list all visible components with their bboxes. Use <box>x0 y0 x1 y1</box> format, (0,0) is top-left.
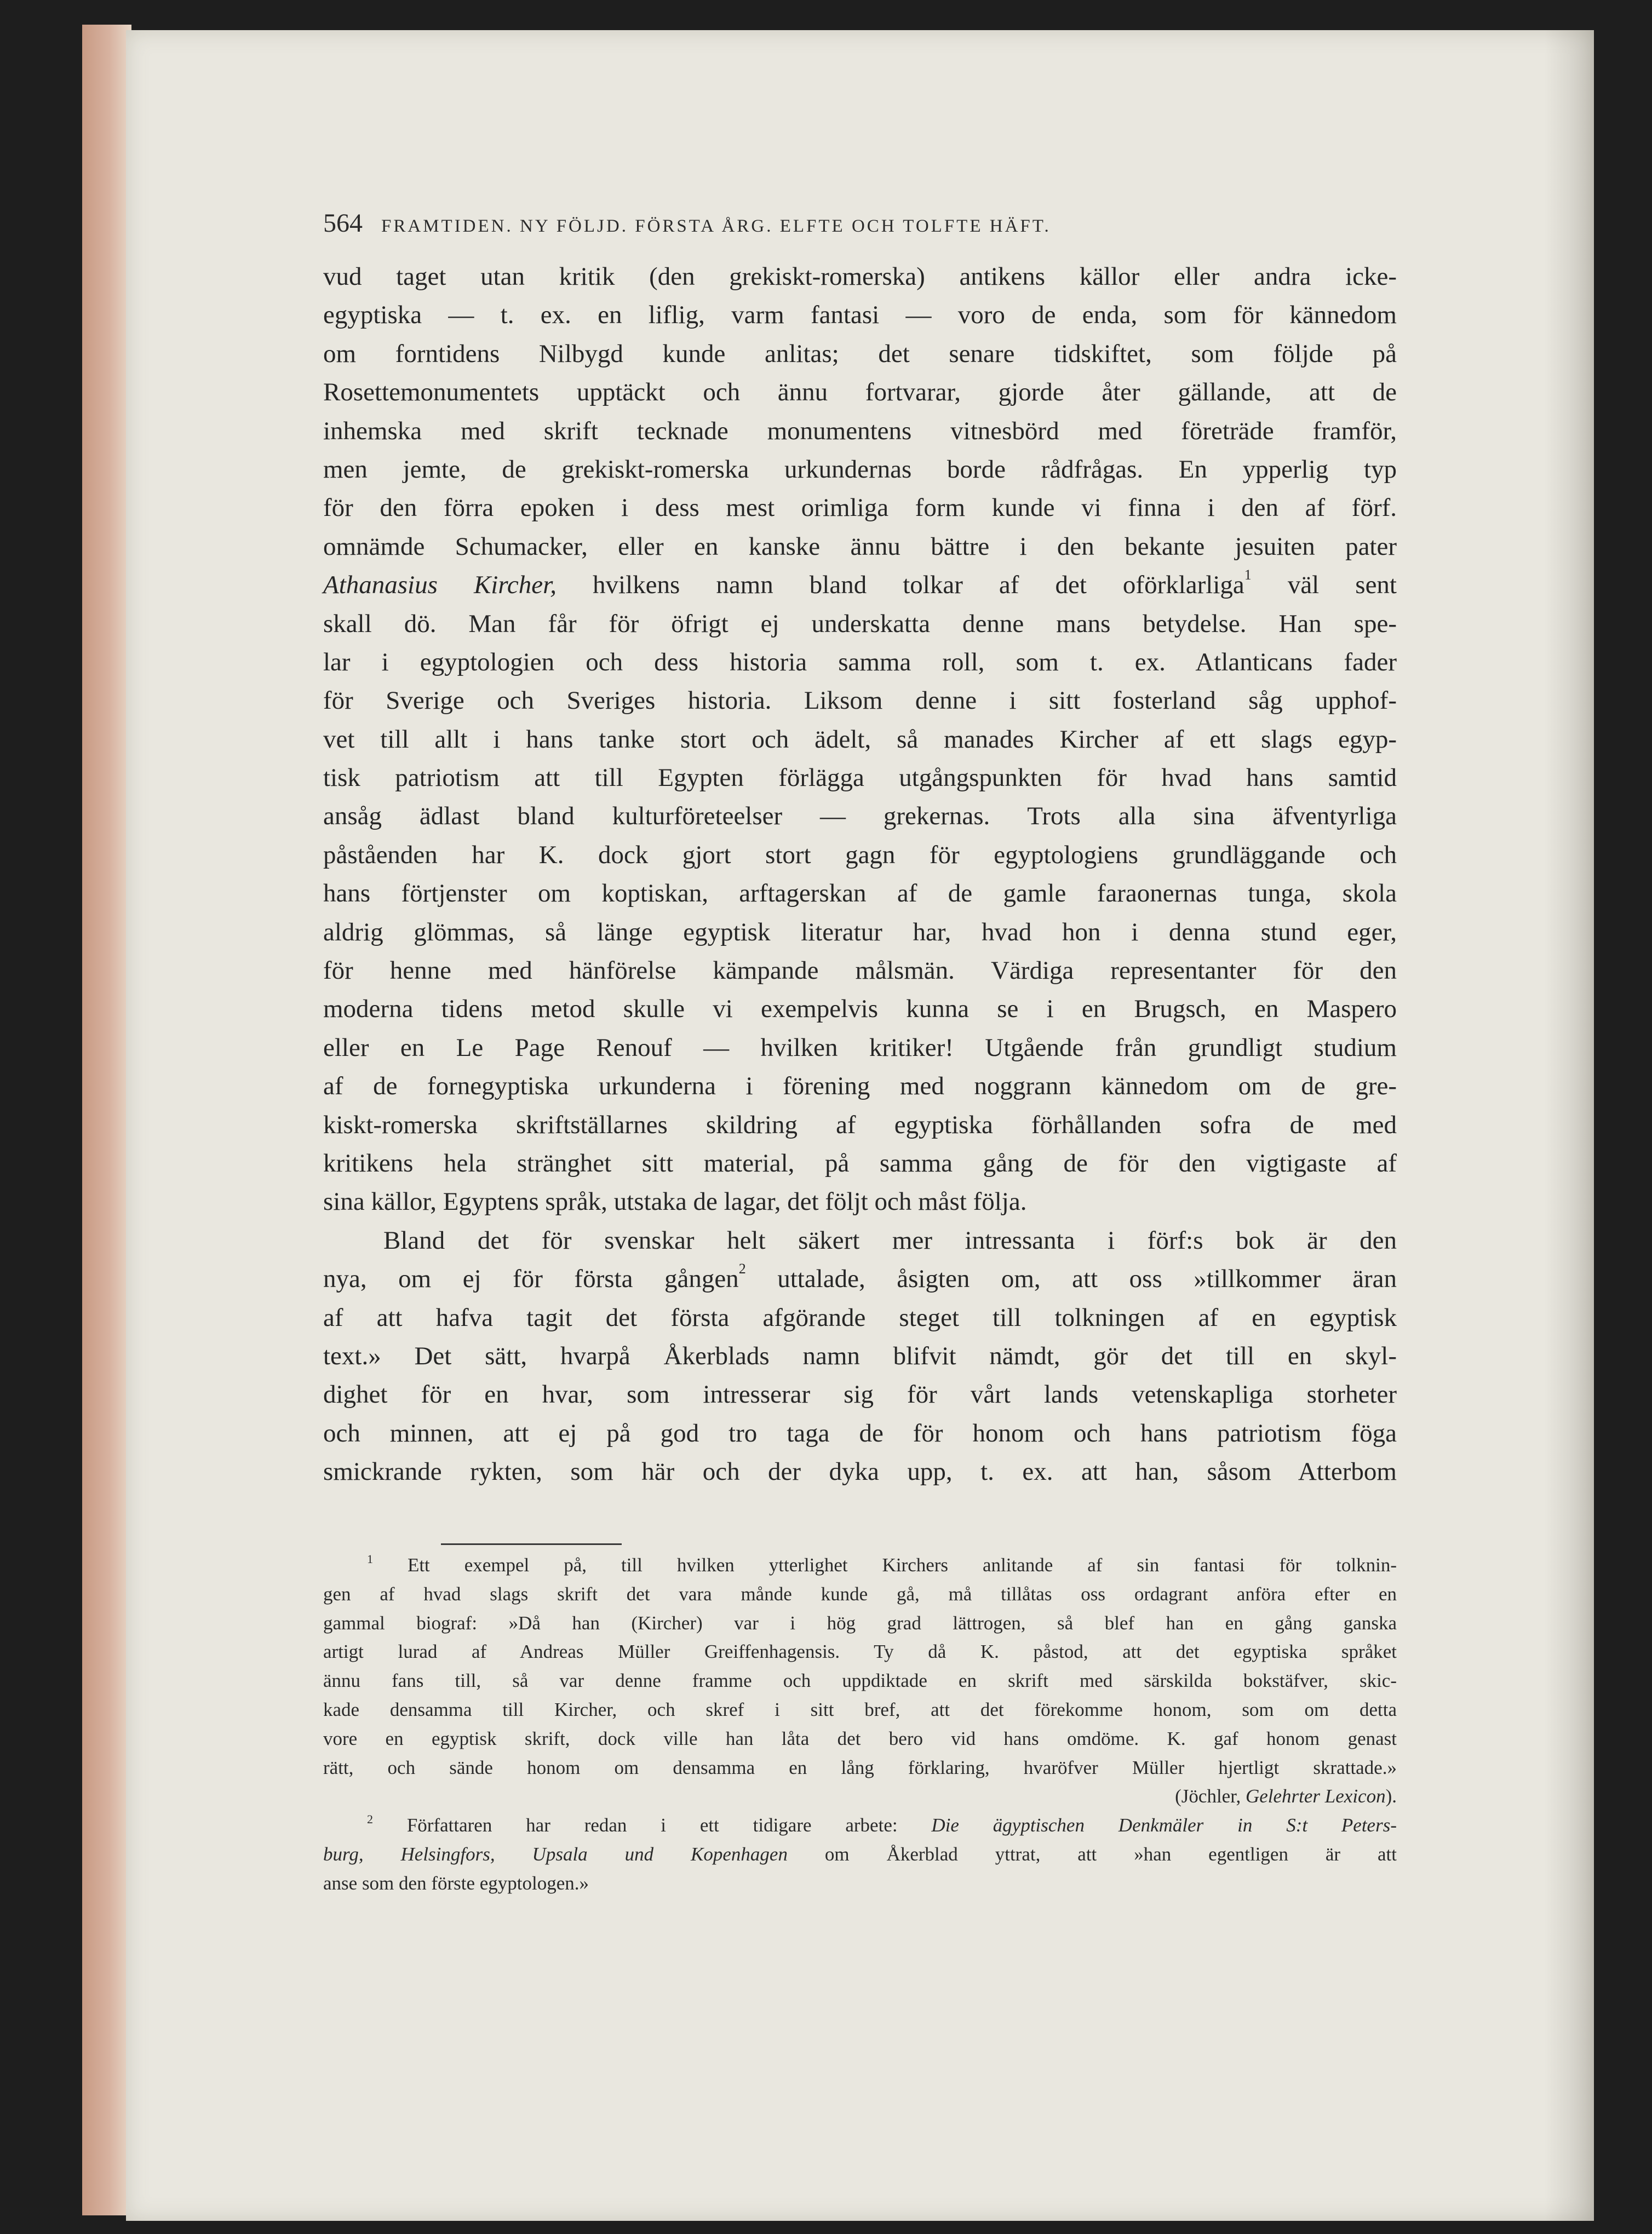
footnote-line: kade densamma till Kircher, och skref i sitt bref, att det förekomme honom, som om detta <box>323 1698 1397 1720</box>
text-fragment: Ett exempel på, till hvilken ytterlighet Kirchers anlitande af sin fantasi för tolknin- <box>407 1554 1397 1576</box>
text-line: omnämde Schumacker, eller en kanske ännu bättre i den bekante jesuiten pater <box>323 532 1397 561</box>
text-fragment: (Jöchler, <box>1175 1785 1246 1807</box>
text-line: egyptiska — t. ex. en liflig, varm fantasi — voro de enda, som för kännedom <box>323 301 1397 330</box>
text-line: för Sverige och Sveriges historia. Liksom denne i sitt fosterland såg upphof- <box>323 686 1397 715</box>
text-line: smickrande rykten, som här och der dyka upp, t. ex. att han, såsom Atterbom <box>323 1457 1397 1486</box>
text-line: vet till allt i hans tanke stort och ädelt, så manades Kircher af ett slags egyp- <box>323 725 1397 754</box>
footnote-source <box>323 1782 1397 1811</box>
text-fragment: ). <box>1385 1785 1397 1807</box>
page-header <box>323 208 1397 246</box>
footnote-mark: 1 <box>367 1552 373 1566</box>
text-line: lar i egyptologien och dess historia samma roll, som t. ex. Atlanticans fader <box>323 647 1397 676</box>
page-fold-shadow <box>1545 30 1594 2221</box>
text-line: kiskt-romerska skriftställarnes skildring af egyptiska förhållanden sofra de med <box>323 1110 1397 1139</box>
text-line: kritikens hela stränghet sitt material, på samma gång de för den vigtigaste af <box>323 1148 1397 1178</box>
text-line: moderna tidens metod skulle vi exempelvis kunna se i en Brugsch, en Maspero <box>323 995 1397 1024</box>
page-number: 564 <box>323 209 363 238</box>
text-line: och minnen, att ej på god tro taga de för honom och hans patriotism föga <box>323 1418 1397 1448</box>
text-line: för den förra epoken i dess mest orimliga form kunde vi finna i den af förf. <box>323 493 1397 522</box>
text-fragment: om Åkerblad yttrat, att »han egentligen är att <box>787 1843 1397 1865</box>
text-fragment: hvilkens namn bland tolkar af det oförklarliga <box>556 571 1244 600</box>
footnote-line: gen af hvad slags skrift det vara månde kunde gå, må tillåtas oss ordagrant anföra efter en <box>323 1583 1397 1605</box>
paragraph-start: Bland det för svenskar helt säkert mer intressanta i förf:s bok är den <box>383 1226 1397 1255</box>
footnote-line <box>323 1551 1397 1580</box>
text-line: eller en Le Page Renouf — hvilken kritiker! Utgående från grundligt studium <box>323 1033 1397 1062</box>
text-line: sina källor, Egyptens språk, utstaka de lagar, det följt och måst följa. <box>323 1187 1027 1216</box>
text-line <box>323 566 1397 604</box>
footnote-line: artigt lurad af Andreas Müller Greiffenhagensis. Ty då K. påstod, att det egyptiska språket <box>323 1641 1397 1663</box>
running-title: FRAMTIDEN. NY FÖLJD. FÖRSTA ÅRG. ELFTE OCH TOLFTE HÄFT. <box>381 216 1051 236</box>
italic-title: burg, Helsingfors, Upsala und Kopenhagen <box>323 1843 788 1865</box>
text-line: text.» Det sätt, hvarpå Åkerblads namn blifvit nämdt, gör det till en skyl- <box>323 1341 1397 1370</box>
text-line: skall dö. Man får för öfrigt ej underskatta denne mans betydelse. Han spe- <box>323 609 1397 638</box>
text-fragment: Författaren har redan i ett tidigare arbete: <box>406 1814 932 1836</box>
text-line: inhemska med skrift tecknade monumentens vitnesbörd med företräde framför, <box>323 416 1397 445</box>
text-line: Rosettemonumentets upptäckt och ännu fortvarar, gjorde åter gällande, att de <box>323 378 1397 407</box>
italic-title: Die ägyptischen Denkmäler in S:t Peters- <box>931 1814 1397 1836</box>
text-line: af att hafva tagit det första afgörande steget till tolkningen af en egyptisk <box>323 1303 1397 1332</box>
footnote-line: vore en egyptisk skrift, dock ville han låta det bero vid hans omdöme. K. gaf honom genast <box>323 1727 1397 1749</box>
footnote-line: rätt, och sände honom om densamma en lång förklaring, hvaröfver Müller hjertligt skrattade.» <box>323 1756 1397 1778</box>
footnote-line: anse som den förste egyptologen.» <box>323 1872 589 1894</box>
text-line: dighet för en hvar, som intresserar sig för vårt lands vetenskapliga storheter <box>323 1380 1397 1409</box>
text-line: för henne med hänförelse kämpande målsmän. Värdiga representanter för den <box>323 956 1397 985</box>
text-line <box>323 1260 1397 1298</box>
text-line: hans förtjenster om koptiskan, arftagerskan af de gamle faraonernas tunga, skola <box>323 879 1397 908</box>
text-line: påståenden har K. dock gjort stort gagn för egyptologiens grundläggande och <box>323 840 1397 869</box>
footnote-mark: 2 <box>367 1812 373 1827</box>
footnote-line <box>323 1840 1397 1869</box>
text-line: ansåg ädlast bland kulturföreteelser — grekernas. Trots alla sina äfventyrliga <box>323 802 1397 831</box>
footnote-line: ännu fans till, så var denne framme och uppdiktade en skrift med särskilda bokstäfver, skic- <box>323 1670 1397 1692</box>
footnote-line <box>323 1811 1397 1840</box>
footnote-line: gammal biograf: »Då han (Kircher) var i hög grad lättrogen, så blef han en gång ganska <box>323 1612 1397 1634</box>
text-fragment: väl sent <box>1251 571 1397 600</box>
text-line: aldrig glömmas, så länge egyptisk literatur har, hvad hon i denna stund eger, <box>323 917 1397 946</box>
text-fragment: uttalade, åsigten om, att oss »tillkommer äran <box>745 1265 1397 1294</box>
text-line: men jemte, de grekiskt-romerska urkundernas borde rådfrågas. En ypperlig typ <box>323 455 1397 484</box>
footnotes <box>323 1551 1397 1898</box>
main-text <box>323 257 1397 1491</box>
footnote-ref: 2 <box>738 1261 746 1277</box>
italic-name: Athanasius Kircher, <box>323 571 557 600</box>
text-line: vud taget utan kritik (den grekiskt-romerska) antikens källor eller andra icke- <box>323 262 1397 291</box>
previous-page-edge <box>82 25 131 2215</box>
text-fragment: nya, om ej för första gången <box>323 1265 739 1294</box>
text-line: af de fornegyptiska urkunderna i förening med noggrann kännedom om de gre- <box>323 1072 1397 1101</box>
text-line: tisk patriotism att till Egypten förlägga utgångspunkten för hvad hans samtid <box>323 763 1397 792</box>
footnote-ref: 1 <box>1244 567 1252 583</box>
text-line: om forntidens Nilbygd kunde anlitas; det senare tidskiftet, som följde på <box>323 339 1397 368</box>
italic-title: Gelehrter Lexicon <box>1245 1785 1386 1807</box>
footnote-rule <box>441 1543 622 1545</box>
